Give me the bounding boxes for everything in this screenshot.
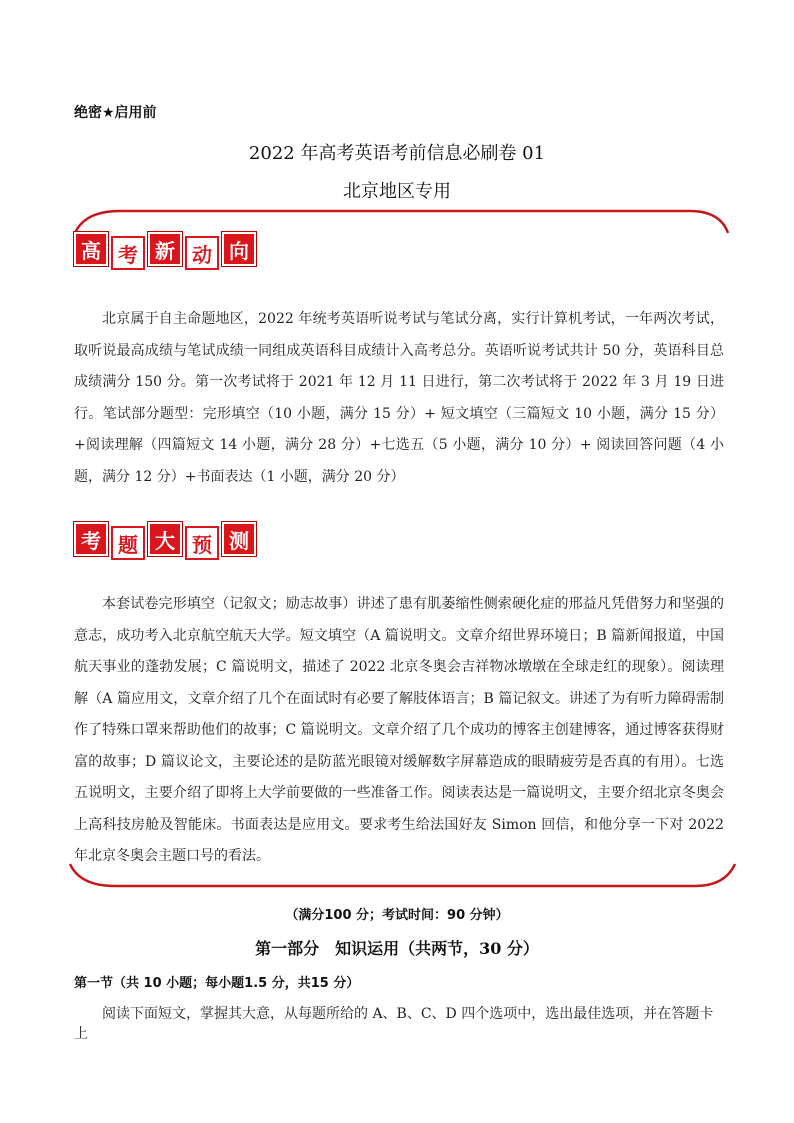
instruction-text: 阅读下面短文，掌握其大意，从每题所给的 A、B、C、D 四个选项中，选出最佳选项，并在答题卡上 — [74, 1006, 714, 1042]
intro-paragraph — [74, 304, 724, 493]
banner-char: 考 — [74, 522, 108, 556]
prediction-text: 本套试卷完形填空（记叙文；励志故事）讲述了患有肌萎缩性侧索硬化症的邢益凡凭借努力和坚强的意志，成功考入北京航空航天大学。短文填空（A 篇说明文。文章介绍世界环境日；B 篇新闻报道，中国航天事业的蓬勃发展；C 篇说明文，描述了 2022 北京冬奥会吉祥物冰墩墩在全球走红的现象）。阅读理解（A 篇应用文，文章介绍了几个在面试时有必要了解肢体语言；B 篇记叙文。讲述了为有听力障碍需制作了特殊口罩来帮助他们的故事；C 篇说明文。文章介绍了几个成功的博客主创建博客，通过博客获得财富的故事；D 篇议论文，主要论述的是防蓝光眼镜对缓解数字屏幕造成的眼睛疲劳是否真的有用）。七选五说明文，主要介绍了即将上大学前要做的一些准备工作。阅读表达是一篇说明文，主要介绍北京冬奥会上高科技房舱及智能床。书面表达是应用文。要求考生给法国好友 Simon 回信，和他分享一下对 2022 年北京冬奥会主题口号的看法。 — [74, 596, 724, 864]
section-title: 第一节（共 10 小题；每小题1.5 分，共15 分） — [74, 976, 360, 991]
prediction-paragraph — [74, 589, 724, 873]
banner-char: 考 — [111, 236, 145, 270]
page-subtitle: 北京地区专用 — [343, 181, 451, 202]
page-title: 2022 年高考英语考前信息必刷卷 01 — [248, 143, 546, 164]
intro-text: 北京属于自主命题地区，2022 年统考英语听说考试与笔试分离，实行计算机考试，一年两次考试，取听说最高成绩与笔试成绩一同组成英语科目成绩计入高考总分。英语听说考试共计 50 分，英语科目总成绩满分 150 分。第一次考试将于 2021 年 12 月 11 日进行，第二次考试将于 2022 年 3 月 19 日进行。笔试部分题型：完形填空（10 小题，满分 15 分）+ 短文填空（三篇短文 10 小题，满分 15 分）+阅读理解（四篇短文 14 小题，满分 28 分）+七选五（5 小题，满分 10 分）+ 阅读回答问题（4 小题，满分 12 分）+书面表达（1 小题，满分 20 分） — [74, 311, 724, 485]
banner-char: 新 — [148, 232, 182, 266]
banner-char: 预 — [185, 526, 219, 560]
banner-char: 向 — [222, 232, 256, 266]
banner-char: 高 — [74, 232, 108, 266]
exam-meta: （满分100 分；考试时间：90 分钟） — [285, 908, 509, 923]
banner-char: 动 — [185, 236, 219, 270]
banner-prediction — [74, 522, 256, 556]
banner-char: 大 — [148, 522, 182, 556]
banner-char: 题 — [111, 526, 145, 560]
banner-char: 测 — [222, 522, 256, 556]
part-title: 第一部分 知识运用（共两节，30 分） — [255, 939, 539, 958]
confidential-label: 绝密★启用前 — [74, 105, 157, 121]
banner-new-trends — [74, 232, 256, 266]
bottom-divider-arc — [60, 858, 740, 890]
